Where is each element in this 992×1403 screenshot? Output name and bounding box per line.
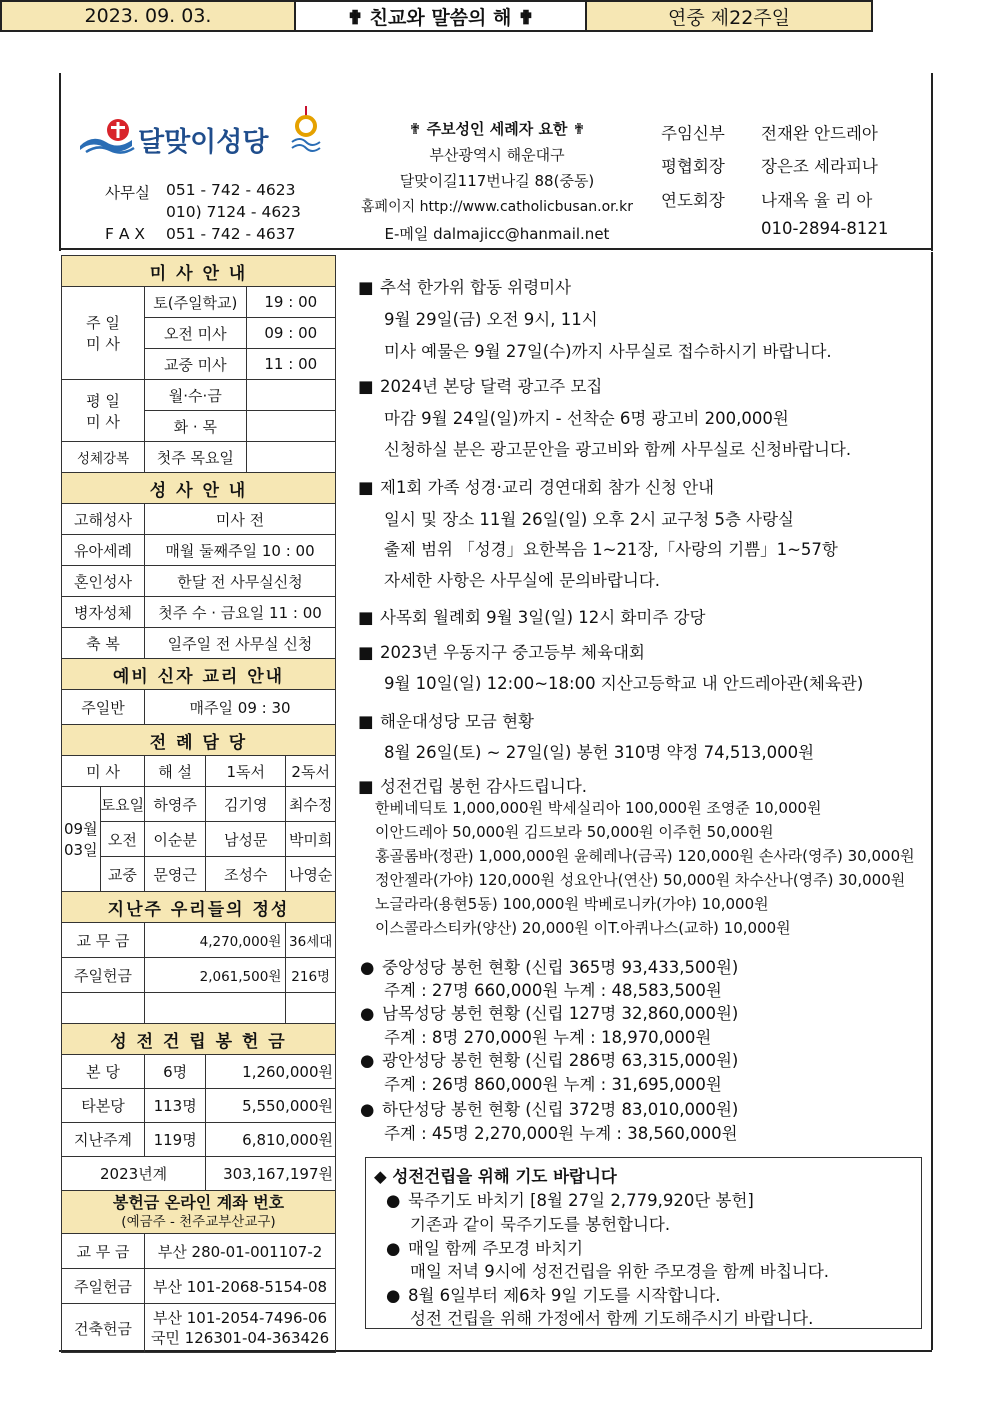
prayer-line: 성전 건립을 위해 가정에서 함께 기도해주시기 바랍니다. (410, 1309, 814, 1328)
news-line: 미사 예물은 9월 27일(수)까지 사무실로 접수하시기 바랍니다. (384, 342, 832, 361)
address-line1: 부산광역시 해운대구 (429, 146, 565, 164)
donor-line: 홍골롬바(정관) 1,000,000원 윤헤레나(금곡) 120,000원 손사라(영주) 30,000원 (375, 847, 915, 865)
building-title: 성 전 건 립 봉 헌 금 (62, 1024, 336, 1055)
offering-empty (145, 993, 286, 1024)
news-item-3: ■ 제1회 가족 성경·교리 경연대회 참가 신청 안내 (358, 478, 715, 497)
liturgy-commentator: 문영근 (145, 857, 206, 892)
weekday-mass-days: 화 · 목 (145, 411, 246, 442)
sunday-mass-name: 토(주일학교) (145, 287, 246, 318)
sacrament-value: 매월 둘째주일 10 : 00 (145, 535, 336, 566)
prayer-title: ◆ 성전건립을 위해 기도 바랍니다 (374, 1167, 617, 1186)
liturgy-reader2: 최수정 (286, 787, 336, 822)
mobile-phone: 010) 7124 - 4623 (166, 203, 301, 221)
moon-icon (288, 106, 324, 156)
offering-count: 216명 (286, 958, 336, 993)
church-logo-icon (78, 116, 136, 158)
parish-report-line: 주계 : 8명 270,000원 누계 : 18,970,000원 (384, 1028, 712, 1047)
liturgy-header: 1독서 (206, 756, 286, 787)
account-number: 부산 101-2068-5154-08 (145, 1269, 336, 1304)
catechism-value: 매주일 09 : 30 (145, 690, 336, 725)
parish-report: ● 하단성당 봉헌 현황 (신립 372명 83,010,000원) (360, 1100, 739, 1119)
catechism-name: 주일반 (62, 690, 145, 725)
donor-line: 정안젤라(가야) 120,000원 성요안나(연산) 50,000원 차수산나(영주) 30,000원 (375, 871, 906, 889)
sunday-mass-time: 19 : 00 (246, 287, 335, 318)
news-item-7: ■ 성전건립 봉헌 감사드립니다. (358, 777, 588, 796)
building-count: 119명 (145, 1123, 206, 1157)
building-year-label: 2023년계 (62, 1157, 206, 1191)
offering-amount: 4,270,000원 (145, 923, 286, 958)
account-number: 부산 101-2054-7496-06 국민 126301-04-363426 (145, 1304, 336, 1353)
liturgy-header: 미 사 (62, 756, 145, 787)
liturgy-mass: 오전 (100, 822, 144, 857)
weekday-mass-time (246, 411, 335, 442)
building-year-total: 303,167,197원 (206, 1157, 336, 1191)
office-phone: 051 - 742 - 4623 (166, 181, 296, 199)
news-line: 8월 26일(토) ~ 27일(일) 봉헌 310명 약정 74,513,000원 (384, 743, 815, 762)
sacrament-name: 유아세례 (62, 535, 145, 566)
sacrament-value: 일주일 전 사무실 신청 (145, 628, 336, 659)
offering-count: 36세대 (286, 923, 336, 958)
adoration-label: 성체강복 (62, 442, 145, 473)
sacrament-name: 병자성체 (62, 597, 145, 628)
sacrament-name: 고해성사 (62, 504, 145, 535)
building-amount: 5,550,000원 (206, 1089, 336, 1123)
building-name: 본 당 (62, 1055, 145, 1089)
news-line: 신청하실 분은 광고문안을 광고비와 함께 사무실로 신청바랍니다. (384, 440, 852, 459)
weekday-mass-days: 월·수·금 (145, 380, 246, 411)
building-count: 113명 (145, 1089, 206, 1123)
email: E-메일 dalmajicc@hanmail.net (384, 225, 610, 243)
sacrament-value: 미사 전 (145, 504, 336, 535)
prayer-item: ● 8월 6일부터 제6차 9일 기도를 시작합니다. (386, 1286, 721, 1305)
news-item-1: ■ 추석 한가위 합동 위령미사 (358, 278, 572, 297)
offering-title: 지난주 우리들의 정성 (62, 892, 336, 923)
news-item-4: ■ 사목회 월례회 9월 3일(일) 12시 화미주 강당 (358, 608, 706, 627)
parish-report: ● 남목성당 봉헌 현황 (신립 127명 32,860,000원) (360, 1004, 739, 1023)
sunday-mass-label: 주 일 미 사 (62, 287, 145, 380)
fax-label: F A X (105, 225, 145, 243)
offering-empty (286, 993, 336, 1024)
liturgy-date: 09월 03일 (62, 787, 101, 892)
left-panel (61, 255, 336, 1353)
patron-saint: ✟ 주보성인 세례자 요한 ✟ (408, 120, 586, 138)
prayer-line: 기존과 같이 묵주기도를 봉헌합니다. (410, 1215, 671, 1234)
top-bar (0, 0, 873, 32)
building-name: 지난주계 (62, 1123, 145, 1157)
liturgy-header: 해 설 (145, 756, 206, 787)
parish-report-line: 주계 : 26명 860,000원 누계 : 31,695,000원 (384, 1075, 722, 1094)
staff-role-1: 주임신부 (661, 124, 725, 143)
building-amount: 1,260,000원 (206, 1055, 336, 1089)
staff-phone: 010-2894-8121 (761, 219, 889, 238)
header-divider (59, 248, 932, 250)
donor-line: 노글라라(용현5동) 100,000원 박베로니카(가야) 10,000원 (375, 895, 769, 913)
news-line: 마감 9월 24일(일)까지 - 선착순 6명 광고비 200,000원 (384, 409, 789, 428)
building-name: 타본당 (62, 1089, 145, 1123)
liturgy-reader1: 조성수 (206, 857, 286, 892)
right-frame-top (931, 73, 933, 251)
prayer-line: 매일 저녁 9시에 성전건립을 위한 주모경을 함께 바칩니다. (410, 1262, 830, 1281)
catechism-title: 예비 신자 교리 안내 (62, 659, 336, 690)
sacrament-title: 성 사 안 내 (62, 473, 336, 504)
mass-title: 미 사 안 내 (62, 256, 336, 287)
parish-report: ● 광안성당 봉헌 현황 (신립 286명 63,315,000원) (360, 1051, 739, 1070)
building-count: 6명 (145, 1055, 206, 1089)
news-item-5: ■ 2023년 우동지구 중고등부 체육대회 (358, 643, 645, 662)
fax-number: 051 - 742 - 4637 (166, 225, 296, 243)
church-logo (78, 112, 328, 164)
sunday-mass-name: 교중 미사 (145, 349, 246, 380)
liturgy-header: 2독서 (286, 756, 336, 787)
homepage: 홈페이지 http://www.catholicbusan.or.kr (361, 199, 633, 215)
adoration-extra (246, 442, 335, 473)
sunday-mass-time: 09 : 00 (246, 318, 335, 349)
staff-role-2: 평협회장 (661, 157, 725, 176)
staff-role-3: 연도회장 (661, 191, 725, 210)
donor-line: 한베네딕토 1,000,000원 박세실리아 100,000원 조영준 10,000원 (375, 799, 822, 817)
liturgy-commentator: 이순분 (145, 822, 206, 857)
prayer-item: ● 매일 함께 주모경 바치기 (386, 1239, 584, 1258)
offering-name: 주일헌금 (62, 958, 145, 993)
sunday-mass-name: 오전 미사 (145, 318, 246, 349)
sacrament-value: 한달 전 사무실신청 (145, 566, 336, 597)
donor-line: 이안드레아 50,000원 김드보라 50,000원 이주헌 50,000원 (375, 823, 774, 841)
account-number: 부산 280-01-001107-2 (145, 1234, 336, 1269)
account-name: 주일헌금 (62, 1269, 145, 1304)
accounts-title: 봉헌금 온라인 계좌 번호 (예금주 - 천주교부산교구) (62, 1191, 336, 1234)
liturgy-reader2: 나영순 (286, 857, 336, 892)
news-line: 출제 범위 「성경」요한복음 1~21장,「사랑의 기쁨」1~57항 (384, 540, 838, 559)
news-line: 자세한 사항은 사무실에 문의바랍니다. (384, 571, 661, 590)
sacrament-name: 축 복 (62, 628, 145, 659)
news-line: 9월 10일(일) 12:00~18:00 지산고등학교 내 안드레아관(체육관) (384, 674, 864, 693)
left-frame (59, 73, 61, 251)
parish-report-line: 주계 : 27명 660,000원 누계 : 48,583,500원 (384, 981, 722, 1000)
news-line: 일시 및 장소 11월 26일(일) 오후 2시 교구청 5층 사랑실 (384, 510, 794, 529)
offering-amount: 2,061,500원 (145, 958, 286, 993)
address-line2: 달맞이길117번나길 88(중동) (399, 172, 595, 190)
parish-report-line: 주계 : 45명 2,270,000원 누계 : 38,560,000원 (384, 1124, 738, 1143)
account-name: 교 무 금 (62, 1234, 145, 1269)
donor-line: 이스콜라스티카(양산) 20,000원 이T.아퀴나스(교하) 10,000원 (375, 919, 791, 937)
offering-name: 교 무 금 (62, 923, 145, 958)
staff-name-1: 전재완 안드레아 (761, 124, 878, 143)
sunday-mass-time: 11 : 00 (246, 349, 335, 380)
year-theme: ✟ 친교와 말씀의 해 ✟ (296, 2, 587, 30)
news-item-2: ■ 2024년 본당 달력 광고주 모집 (358, 377, 603, 396)
news-line: 9월 29일(금) 오전 9시, 11시 (384, 310, 598, 329)
sacrament-name: 혼인성사 (62, 566, 145, 597)
liturgy-reader1: 김기영 (206, 787, 286, 822)
liturgy-mass: 교중 (100, 857, 144, 892)
bulletin-date: 2023. 09. 03. (2, 2, 296, 30)
staff-name-2: 장은조 세라피나 (761, 157, 878, 176)
offering-empty (62, 993, 145, 1024)
parish-report: ● 중앙성당 봉헌 현황 (신립 365명 93,433,500원) (360, 958, 739, 977)
account-name: 건축헌금 (62, 1304, 145, 1353)
building-amount: 6,810,000원 (206, 1123, 336, 1157)
liturgy-reader1: 남성문 (206, 822, 286, 857)
staff-name-3: 나재옥 율 리 아 (761, 191, 873, 210)
office-label: 사무실 (105, 184, 150, 202)
weekday-mass-label: 평 일 미 사 (62, 380, 145, 442)
weekday-mass-time (246, 380, 335, 411)
sacrament-value: 첫주 수 · 금요일 11 : 00 (145, 597, 336, 628)
church-name: 달맞이성당 (138, 127, 269, 158)
news-item-6: ■ 해운대성당 모금 현황 (358, 712, 534, 731)
liturgy-commentator: 하영주 (145, 787, 206, 822)
liturgy-mass: 토요일 (100, 787, 144, 822)
liturgy-title: 전 례 담 당 (62, 725, 336, 756)
right-frame (931, 252, 933, 1350)
liturgical-week: 연중 제22주일 (587, 2, 871, 30)
prayer-item: ● 묵주기도 바치기 [8월 27일 2,779,920단 봉헌] (386, 1191, 754, 1210)
liturgy-reader2: 박미희 (286, 822, 336, 857)
adoration-value: 첫주 목요일 (145, 442, 246, 473)
